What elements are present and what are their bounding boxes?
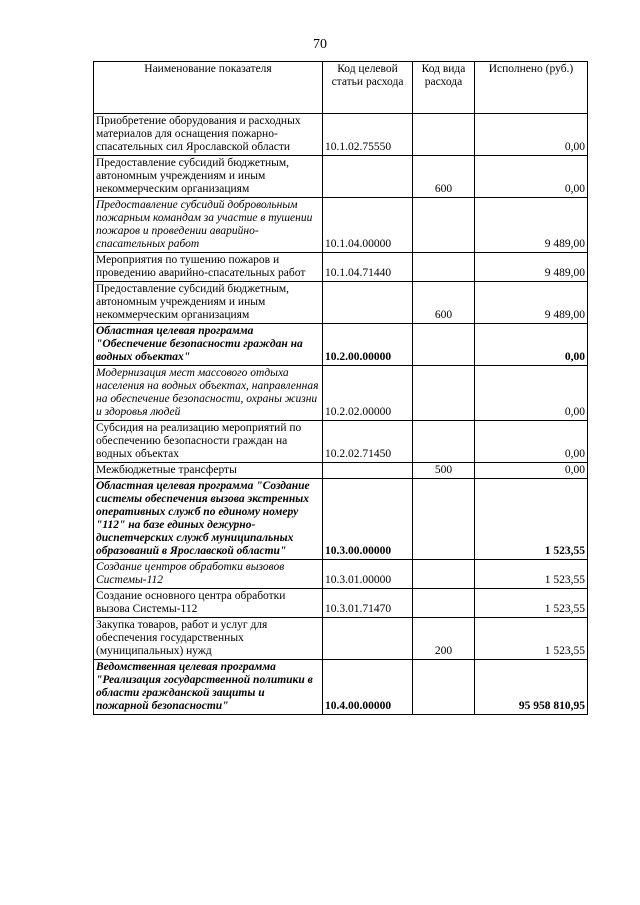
row-name: Создание центров обработки вызовов Системы-112 <box>94 560 323 589</box>
row-amount: 1 523,55 <box>475 479 588 560</box>
row-expense-kind <box>413 366 475 421</box>
row-amount: 9 489,00 <box>475 253 588 282</box>
table-row <box>94 421 588 463</box>
row-amount: 0,00 <box>475 156 588 198</box>
table-row <box>94 156 588 198</box>
row-expense-kind: 500 <box>413 463 475 479</box>
row-target-code <box>323 156 413 198</box>
row-expense-kind <box>413 660 475 715</box>
row-name: Модернизация мест массового отдыха населения на водных объектах, направленная на обеспечение безопасности, охраны жизни и здоровья людей <box>94 366 323 421</box>
row-amount: 9 489,00 <box>475 198 588 253</box>
table-row <box>94 660 588 715</box>
table-row <box>94 366 588 421</box>
row-amount: 1 523,55 <box>475 589 588 618</box>
row-expense-kind <box>413 324 475 366</box>
table-row <box>94 589 588 618</box>
header-expense-kind: Код вида расхода <box>413 62 475 114</box>
header-target-code: Код целевой статьи расхода <box>323 62 413 114</box>
row-expense-kind: 600 <box>413 282 475 324</box>
row-name: Приобретение оборудования и расходных материалов для оснащения пожарно-спасательных сил Ярославской области <box>94 114 323 156</box>
row-amount: 0,00 <box>475 463 588 479</box>
row-name: Предоставление субсидий бюджетным, автономным учреждениям и иным некоммерческим организациям <box>94 156 323 198</box>
row-name: Областная целевая программа "Создание системы обеспечения вызова экстренных оперативных служб по единому номеру "112" на базе единых дежурно-диспетчерских служб муниципальных образований в Ярославской области" <box>94 479 323 560</box>
header-indicator-name: Наименование показателя <box>94 62 323 114</box>
row-amount: 0,00 <box>475 114 588 156</box>
row-expense-kind: 600 <box>413 156 475 198</box>
row-target-code: 10.1.04.71440 <box>323 253 413 282</box>
table-header-row <box>94 62 588 114</box>
row-target-code <box>323 463 413 479</box>
row-amount: 1 523,55 <box>475 560 588 589</box>
table-row <box>94 324 588 366</box>
row-name: Предоставление субсидий добровольным пожарным командам за участие в тушении пожаров и проведении аварийно-спасательных работ <box>94 198 323 253</box>
row-name: Субсидия на реализацию мероприятий по обеспечению безопасности граждан на водных объектах <box>94 421 323 463</box>
row-target-code <box>323 282 413 324</box>
row-expense-kind <box>413 479 475 560</box>
table-row <box>94 198 588 253</box>
row-target-code: 10.2.00.00000 <box>323 324 413 366</box>
row-expense-kind <box>413 114 475 156</box>
row-target-code: 10.4.00.00000 <box>323 660 413 715</box>
row-target-code: 10.2.02.00000 <box>323 366 413 421</box>
row-amount: 1 523,55 <box>475 618 588 660</box>
row-target-code <box>323 618 413 660</box>
row-name: Ведомственная целевая программа "Реализация государственной политики в области гражданской защиты и пожарной безопасности" <box>94 660 323 715</box>
header-executed-amount: Исполнено (руб.) <box>475 62 588 114</box>
table-row <box>94 463 588 479</box>
row-expense-kind <box>413 560 475 589</box>
row-target-code: 10.3.01.00000 <box>323 560 413 589</box>
table-row <box>94 282 588 324</box>
row-amount: 95 958 810,95 <box>475 660 588 715</box>
table-row <box>94 114 588 156</box>
row-expense-kind <box>413 198 475 253</box>
row-name: Создание основного центра обработки вызова Системы-112 <box>94 589 323 618</box>
row-amount: 9 489,00 <box>475 282 588 324</box>
row-target-code: 10.1.02.75550 <box>323 114 413 156</box>
table-row <box>94 618 588 660</box>
row-amount: 0,00 <box>475 324 588 366</box>
expenditure-table <box>93 61 588 715</box>
row-target-code: 10.2.02.71450 <box>323 421 413 463</box>
row-name: Областная целевая программа "Обеспечение безопасности граждан на водных объектах" <box>94 324 323 366</box>
row-target-code: 10.3.01.71470 <box>323 589 413 618</box>
row-name: Мероприятия по тушению пожаров и проведению аварийно-спасательных работ <box>94 253 323 282</box>
row-name: Межбюджетные трансферты <box>94 463 323 479</box>
row-expense-kind <box>413 253 475 282</box>
row-amount: 0,00 <box>475 421 588 463</box>
row-target-code: 10.1.04.00000 <box>323 198 413 253</box>
row-expense-kind <box>413 421 475 463</box>
row-amount: 0,00 <box>475 366 588 421</box>
row-name: Закупка товаров, работ и услуг для обеспечения государственных (муниципальных) нужд <box>94 618 323 660</box>
row-target-code: 10.3.00.00000 <box>323 479 413 560</box>
row-expense-kind: 200 <box>413 618 475 660</box>
table-row <box>94 479 588 560</box>
table-row <box>94 253 588 282</box>
table-row <box>94 560 588 589</box>
row-expense-kind <box>413 589 475 618</box>
row-name: Предоставление субсидий бюджетным, автономным учреждениям и иным некоммерческим организациям <box>94 282 323 324</box>
page-number: 70 <box>313 37 327 52</box>
